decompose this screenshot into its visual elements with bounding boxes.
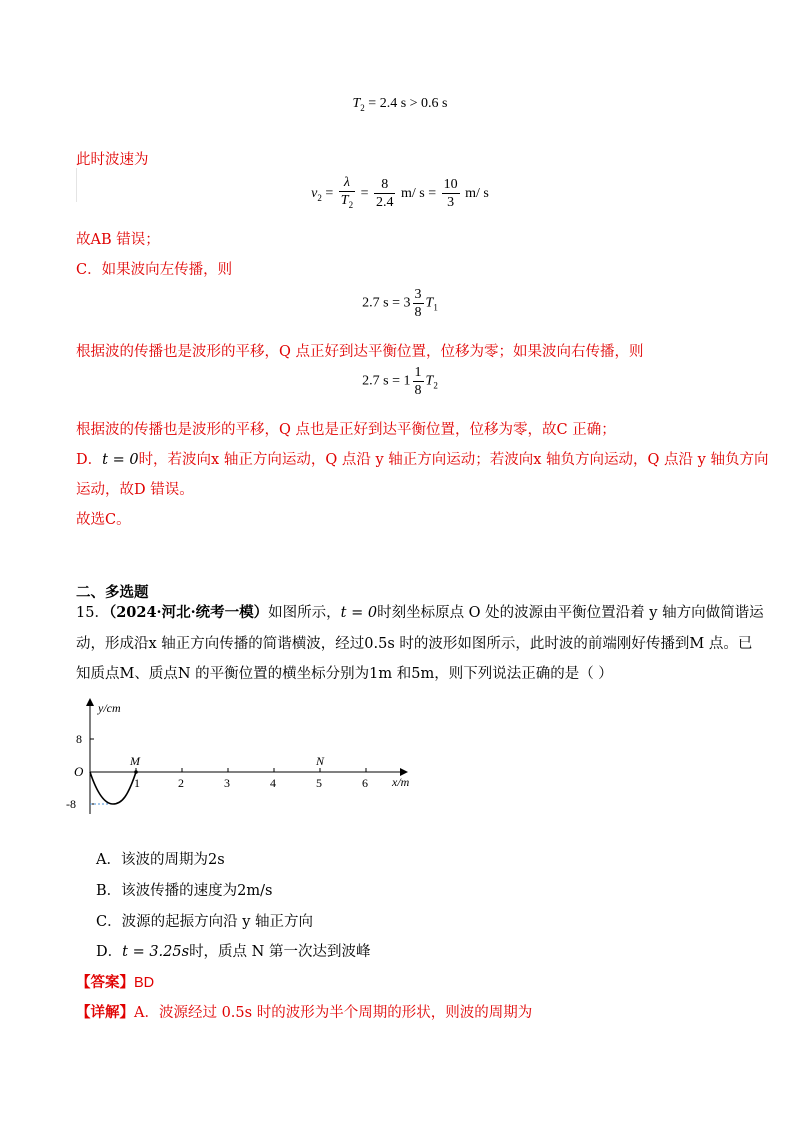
section-title: 二、多选题 [76, 584, 149, 601]
right-conclusion: 根据波的传播也是波形的平移，Q 点也是正好到达平衡位置，位移为零，故C 正确； [76, 422, 616, 438]
x-tick-4: 4 [270, 776, 276, 790]
wave-curve [90, 772, 136, 804]
x-tick-1: 1 [134, 776, 140, 790]
option-b[interactable]: B．该波传播的速度为2m/s [96, 883, 273, 899]
question-15-line2: 动，形成沿x 轴正方向传播的简谐横波，经过0.5s 时的波形如图所示，此时波的前端刚好传播到M 点。已 [76, 636, 753, 652]
choose-c: 故选C。 [76, 512, 131, 528]
y-tick-8: 8 [76, 732, 82, 746]
question-15-line1: 15．（2024·河北·统考一模）如图所示，t = 0时刻坐标原点 O 处的波源由平衡位置沿着 y 轴方向做简谐运 [76, 604, 764, 621]
x-axis-label: x/m [392, 775, 410, 789]
y-axis-label: y/cm [98, 701, 121, 715]
origin-label: O [74, 764, 84, 779]
point-n-label: N [316, 754, 325, 768]
left-conclusion: 根据波的传播也是波形的平移，Q 点正好到达平衡位置，位移为零；如果波向右传播，则 [76, 344, 644, 360]
answer: 【答案】BD [76, 974, 155, 991]
wave-figure [60, 696, 420, 816]
option-d[interactable]: D．t = 3.25s时，质点 N 第一次达到波峰 [96, 944, 371, 960]
x-tick-3: 3 [224, 776, 230, 790]
option-c[interactable]: C．波源的起振方向沿 y 轴正方向 [96, 914, 314, 930]
equation-t2: $T_2 = 2.4$ s > 0.6 s [352, 96, 448, 113]
option-a[interactable]: A．该波的周期为2s [96, 852, 225, 868]
x-tick-6: 6 [362, 776, 368, 790]
fraction-lambda-t: $\frac{\lambda}{T_2}$ [340, 175, 354, 210]
point-m-dot [134, 770, 138, 774]
x-tick-2: 2 [178, 776, 184, 790]
equation-left: 2.7 s = 3 $\frac{3}{8}$ $T_1$ [362, 287, 438, 320]
fraction-10-3: $\frac{10}{3}$ [443, 177, 458, 211]
option-d-analysis-cont: 运动，故D 错误。 [76, 482, 194, 498]
ab-wrong: 故AB 错误； [76, 232, 160, 248]
c-left: C．如果波向左传播，则 [76, 262, 233, 278]
detail: 【详解】A．波源经过 0.5s 时的波形为半个周期的形状，则波的周期为 [76, 1004, 533, 1021]
fraction-8-2.4: $\frac{8}{2.4}$ [375, 177, 394, 211]
option-d-analysis: D．t = 0时，若波向x 轴正方向运动，Q 点沿 y 轴正方向运动；若波向x 轴负方向运动，Q 点沿 y 轴负方向 [76, 452, 769, 468]
y-tick-neg8: -8 [66, 797, 76, 811]
x-tick-5: 5 [316, 776, 322, 790]
point-m-label: M [130, 754, 140, 768]
equation-v2: $v_2$ = $\frac{\lambda}{T_2}$ = $\frac{8}{2.4}$ m/ s = $\frac{10}{3}$ m/ s [0, 174, 800, 214]
question-15-line3: 知质点M、质点N 的平衡位置的横坐标分别为1m 和5m，则下列说法正确的是（ ） [76, 666, 613, 682]
x-ticks [134, 768, 368, 790]
speed-intro: 此时波速为 [76, 152, 149, 168]
equation-right: 2.7 s = 1 $\frac{1}{8}$ $T_2$ [362, 365, 438, 398]
